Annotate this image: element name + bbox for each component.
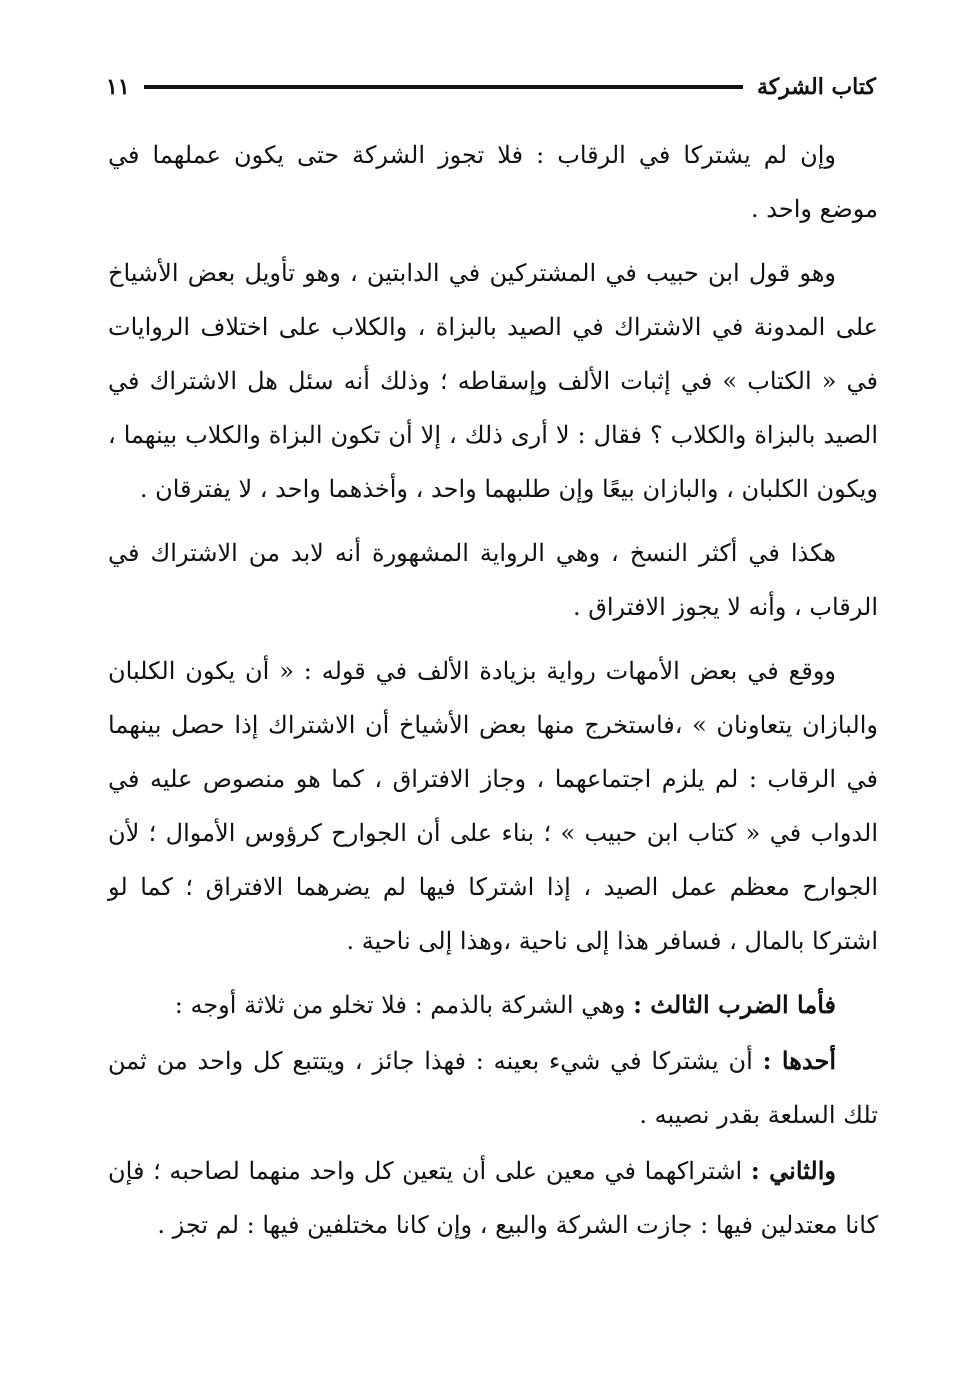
paragraph-text: وإن لم يشتركا في الرقاب : فلا تجوز الشركة حتى يكون عملهما في موضع واحد . (108, 141, 878, 223)
book-title: كتاب الشركة (756, 74, 876, 100)
page-number: ١١ (106, 74, 130, 100)
paragraph-1 (108, 128, 878, 236)
paragraph-7 (108, 1144, 878, 1252)
paragraph-text: هكذا في أكثر النسخ ، وهي الرواية المشهورة أنه لابد من الاشتراك في الرقاب ، وأنه لا يجوز الافتراق . (108, 539, 878, 621)
running-header (100, 70, 876, 104)
paragraph-text: أن يشتركا في شيء بعينه : فهذا جائز ، ويتتبع كل واحد من ثمن تلك السلعة بقدر نصيبه . (108, 1047, 878, 1129)
paragraph-text: ووقع في بعض الأمهات رواية بزيادة الألف في قوله : « أن يكون الكلبان والبازان يتعاونان » ،فاستخرج منها بعض الأشياخ أن الاشتراك إذا حصل بينهما في الرقاب : لم يلزم اجتماعهما ، وجاز الافتراق ، كما هو منصوص عليه في الدواب في « كتاب ابن حبيب » ؛ بناء على أن الجوارح كرؤوس الأموال ؛ لأن الجوارح معظم عمل الصيد ، إذا اشتركا فيها لم يضرهما الافتراق ؛ كما لو اشتركا بالمال ، فسافر هذا إلى ناحية ،وهذا إلى ناحية . (108, 657, 878, 955)
paragraph-2 (108, 246, 878, 516)
paragraph-text: وهو قول ابن حبيب في المشتركين في الدابتين ، وهو تأويل بعض الأشياخ على المدونة في الاشتراك في الصيد بالبزاة ، والكلاب على اختلاف الروايات في « الكتاب » في إثبات الألف وإسقاطه ؛ وذلك أنه سئل هل الاشتراك في الصيد بالبزاة والكلاب ؟ فقال : لا أرى ذلك ، إلا أن تكون البزاة والكلاب بينهما ، ويكون الكلبان ، والبازان بيعًا وإن طلبهما واحد ، وأخذهما واحد ، لا يفترقان . (108, 259, 878, 503)
header-rule (144, 85, 743, 89)
paragraph-3 (108, 526, 878, 634)
paragraph-lead: أحدها : (762, 1046, 837, 1075)
paragraph-lead: فأما الضرب الثالث : (633, 990, 836, 1019)
paragraph-lead: والثاني : (750, 1156, 836, 1185)
paragraph-text: اشتراكهما في معين على أن يتعين كل واحد منهما لصاحبه ؛ فإن كانا معتدلين فيها : جازت الشركة والبيع ، وإن كانا مختلفين فيها : لم تجز . (108, 1157, 878, 1239)
paragraph-4 (108, 644, 878, 968)
paragraph-text: وهي الشركة بالذمم : فلا تخلو من ثلاثة أوجه : (174, 991, 634, 1019)
page-body (108, 128, 878, 1262)
paragraph-5 (108, 978, 878, 1032)
paragraph-6 (108, 1034, 878, 1142)
